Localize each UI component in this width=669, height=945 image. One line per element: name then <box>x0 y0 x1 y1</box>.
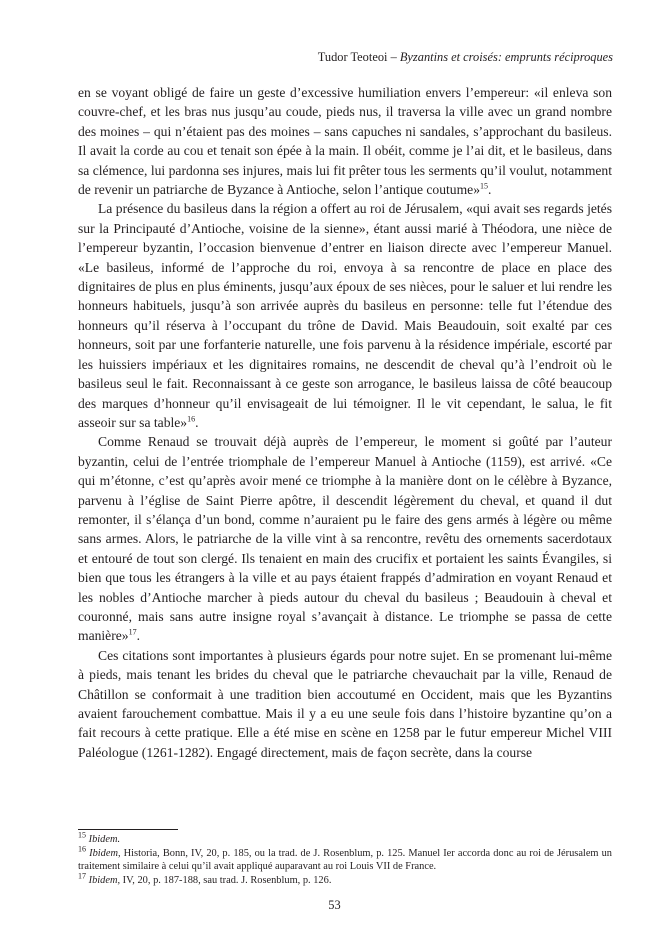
footnote-reference: 15 <box>479 181 488 191</box>
paragraph: La présence du basileus dans la région a offert au roi de Jérusalem, «qui avait ses regards jetés sur la Principauté d’Antioche, voisine de la sienne», étant aussi marié à Théodora, une nièce de l’empereur byzantin, l’occasion bienvenue d’entrer en liaison directe avec l’empereur Manuel. «Le basileus, informé de l’approche du roi, envoya à sa rencontre de place en place des dignitaires de plus en plus éminents, jusqu’aux époux de ses nièces, pour le saluer et lui rendre les honneurs habituels, jusqu’à son arrivée auprès du basileus en personne: telle fut l’étendue des honneurs qu’il réserva à l’occupant du trône de David. Mais Beaudouin, soit exalté par ces honneurs, soit par une forfanterie naturelle, une fois parvenu à la résidence impériale, escorté par les huissiers impériaux et les dignitaires romains, ne descendit de cheval qu’à l’endroit où le basileus seul le fait. Reconnaissant à ce geste son arrogance, le basileus laissa de côté beaucoup des marques d’honneur qu’il envisageait de lui témoigner. Il le vit cependant, le salua, le fit asseoir sur sa table»$^{16}$. <box>78 201 612 430</box>
paragraph: Comme Renaud se trouvait déjà auprès de l’empereur, le moment si goûté par l’auteur byzantin, celui de l’entrée triomphale de l’empereur Manuel à Antioche (1159), est arrivé. «Ce qui m’étonne, c’est qu’après avoir mené ce triomphe à la manière dont on le célèbre à Byzance, parvenu à l’église de Saint Pierre apôtre, il descendit légèrement du cheval, et quand il dut remonter, il s’élança d’un bond, comme n’auraient pu le faire des gens armés à légère ou même sans armes. Alors, le patriarche de la ville vint à sa rencontre, revêtu des ornements sacerdotaux et entouré de tout son clergé. Ils tenaient en main des crucifix et portaient les saints Évangiles, si bien que tous les étrangers à la ville et au pays étaient frappés d’admiration en voyant Renaud et les nobles d’Antioche marcher à pieds autour du cheval du basileus ; Beaudouin à cheval et couronné, mais sans autre insigne royal s’avançait à distance. Le triomphe se passa de cette manière»$^{17}$. <box>78 434 612 644</box>
running-head-author: Tudor Teoteoi <box>317 50 388 64</box>
running-head-title: Byzantins et croisés: emprunts réciproques <box>399 50 613 64</box>
page-number: 53 <box>328 898 341 912</box>
paragraph: Ces citations sont importantes à plusieurs égards pour notre sujet. En se promenant lui-même à pieds, mais tenant les brides du cheval que le patriarche chevauchait par la ville, Renaud de Châtillon se conformait à une tradition bien accoutumé en Occident, mais que les Byzantins avaient farouchement combattue. Mais il y a eu une seule fois dans l’histoire byzantine qu’on a fait recours à cette pratique. Elle a été mise en scène en 1258 par le futur empereur Michel VIII Paléologue (1261-1282). Engagé directement, mais de façon secrète, dans la course <box>78 647 612 760</box>
footnotes <box>78 830 612 887</box>
body-text <box>78 83 612 762</box>
footnote-reference: 17 <box>128 627 137 637</box>
footnote-reference: 16 <box>187 414 196 424</box>
footnote: $^{15}$ Ibidem. <box>78 830 121 845</box>
paragraph: en se voyant obligé de faire un geste d’excessive humiliation envers l’empereur: «il enleva son couvre-chef, et les bras nus jusqu’au coude, pieds nus, il traversa la ville avec un grand nombre des moines – qui n’étaient pas des moines – sans capuches ni sandales, s’approchant du basileus. Il avait la corde au cou et tenait son épée à la main. Il obéit, comme je l’ai dit, et le basileus, dans sa clémence, lui pardonna ses injures, mais lui fit prêter tous les serments qu’il voulut, notamment de revenir un patriarche de Byzance à Antioche, selon l’antique coutume»$^{15}$. <box>78 85 612 198</box>
footnote: $^{16}$ Ibidem, Historia, Bonn, IV, 20, p. 185, ou la trad. de J. Rosenblum, p. 125. Manuel Ier accorda donc au roi de Jérusalem un traitement similaire à celui qu’il avait appliqué auparavant au roi Louis VII de France. <box>78 844 612 873</box>
footnote: $^{17}$ Ibidem, IV, 20, p. 187-188, sau trad. J. Rosenblum, p. 126. <box>78 871 332 886</box>
running-head-separator: – <box>387 50 400 64</box>
running-head <box>318 50 613 65</box>
footnote-separator <box>78 829 178 830</box>
